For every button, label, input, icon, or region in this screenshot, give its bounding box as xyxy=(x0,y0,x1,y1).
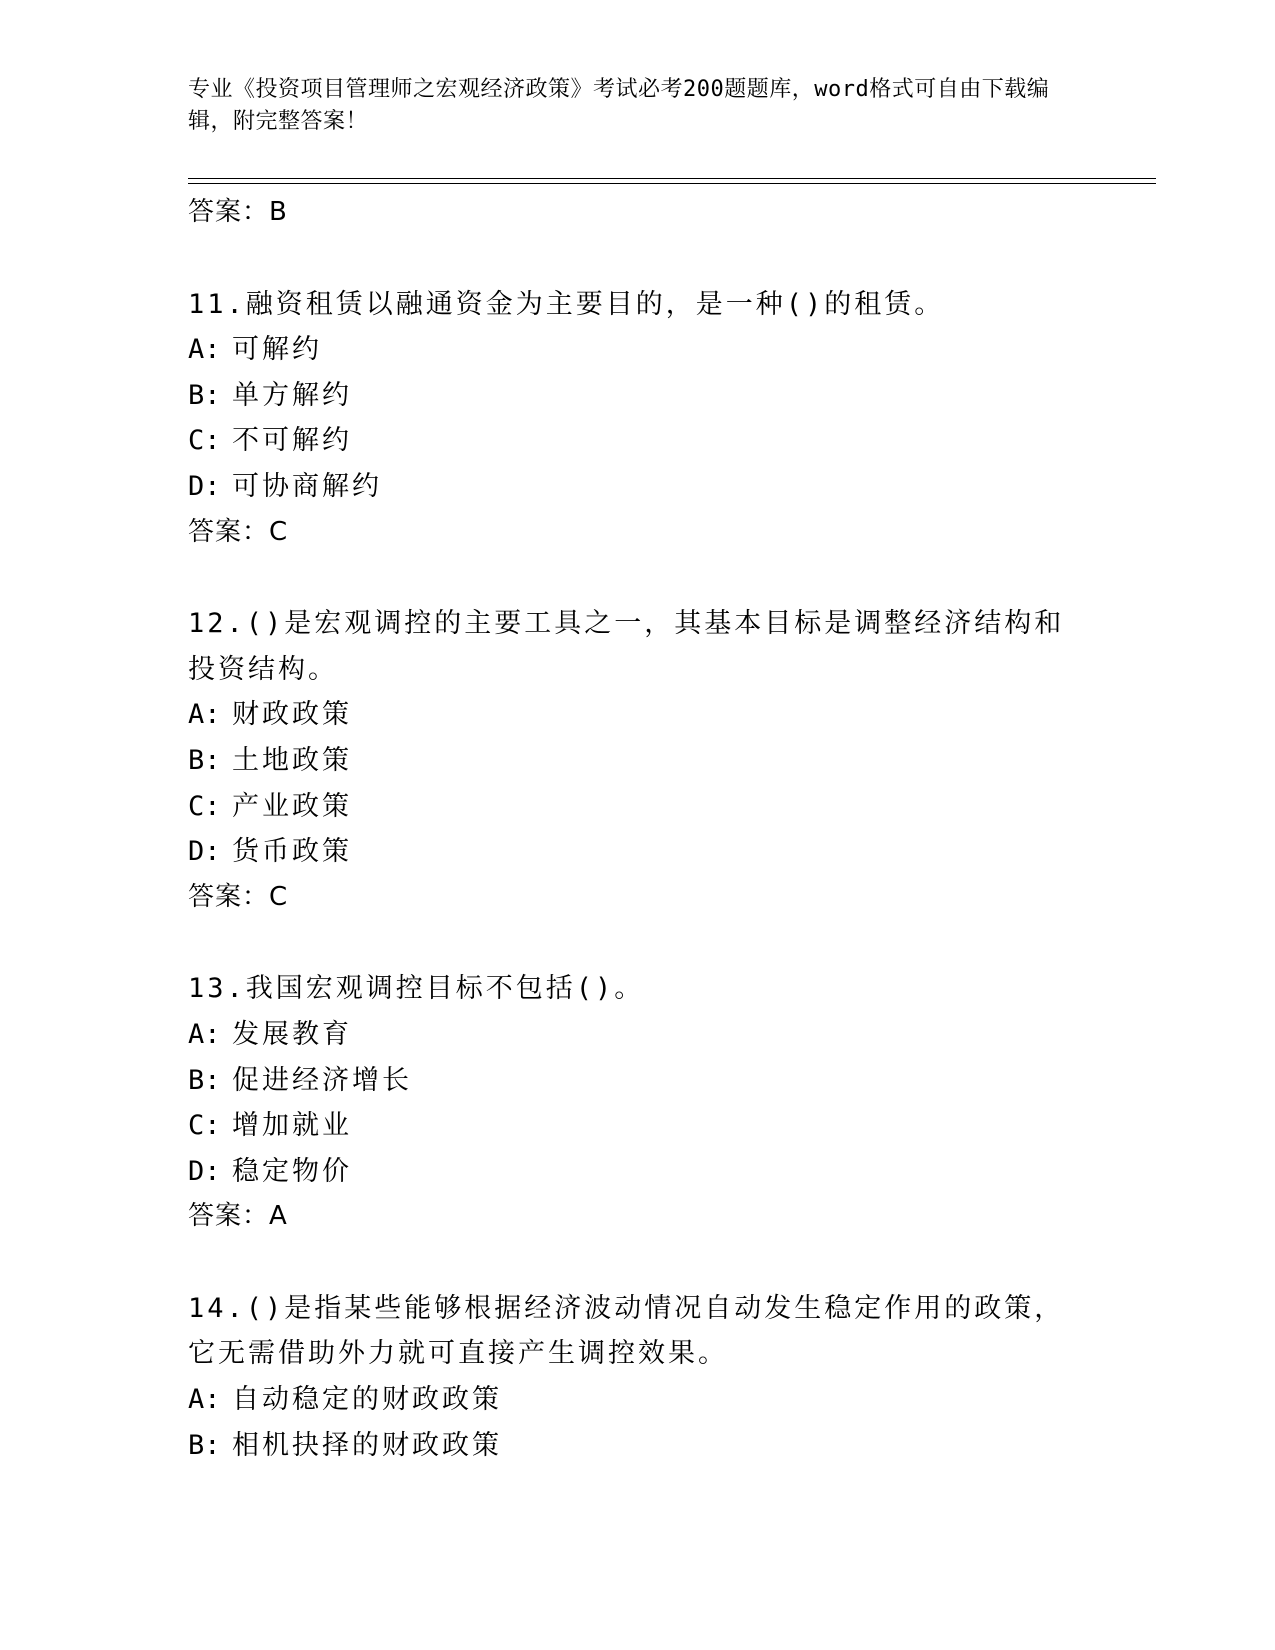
option-text: 稳定物价 xyxy=(232,1155,352,1187)
option-letter: A: xyxy=(188,1018,221,1050)
option-a xyxy=(188,692,1088,738)
question-stem: 14.()是指某些能够根据经济波动情况自动发生稳定作用的政策，它无需借助外力就可直接产生调控效果。 xyxy=(188,1292,1065,1370)
answer-line: 答案：C xyxy=(188,881,289,912)
header-rule-top xyxy=(188,178,1156,179)
option-c xyxy=(188,784,1088,830)
option-b xyxy=(188,1058,1088,1104)
option-letter: C: xyxy=(188,790,221,822)
option-text: 土地政策 xyxy=(232,744,352,776)
option-letter: C: xyxy=(188,425,221,457)
spacer xyxy=(188,1240,1088,1286)
option-b xyxy=(188,1423,1088,1469)
option-text: 财政政策 xyxy=(232,699,352,731)
answer-line: 答案：C xyxy=(188,516,289,547)
option-letter: A: xyxy=(188,334,221,366)
option-text: 货币政策 xyxy=(232,836,352,868)
answer-line: 答案：B xyxy=(188,197,288,227)
option-text: 自动稳定的财政政策 xyxy=(232,1384,502,1416)
option-text: 促进经济增长 xyxy=(232,1064,412,1096)
question-block xyxy=(188,1286,1088,1468)
question-stem: 12.()是宏观调控的主要工具之一，其基本目标是调整经济结构和投资结构。 xyxy=(188,608,1065,685)
header-rule-bottom xyxy=(188,183,1156,184)
option-letter: A: xyxy=(188,1384,221,1416)
spacer xyxy=(188,236,1088,282)
option-d xyxy=(188,829,1088,875)
document-body xyxy=(188,190,1088,1468)
option-letter: C: xyxy=(188,1110,221,1142)
spacer xyxy=(188,920,1088,966)
option-a xyxy=(188,1377,1088,1423)
option-text: 单方解约 xyxy=(232,379,352,411)
option-letter: B: xyxy=(188,379,221,411)
question-block xyxy=(188,282,1088,556)
option-c xyxy=(188,418,1088,464)
option-text: 相机抉择的财政政策 xyxy=(232,1429,502,1461)
option-letter: A: xyxy=(188,699,221,731)
option-letter: D: xyxy=(188,470,221,502)
question-stem: 11.融资租赁以融通资金为主要目的，是一种()的租赁。 xyxy=(188,288,945,320)
option-letter: B: xyxy=(188,1429,221,1461)
option-text: 可协商解约 xyxy=(232,470,382,502)
option-c xyxy=(188,1103,1088,1149)
answer-line: 答案：A xyxy=(188,1201,288,1232)
option-letter: B: xyxy=(188,744,221,776)
option-text: 产业政策 xyxy=(232,790,352,822)
option-letter: D: xyxy=(188,836,221,868)
spacer xyxy=(188,555,1088,601)
option-b xyxy=(188,373,1088,419)
option-d xyxy=(188,464,1088,510)
option-letter: D: xyxy=(188,1155,221,1187)
question-stem: 13.我国宏观调控目标不包括()。 xyxy=(188,973,645,1005)
document-header: 专业《投资项目管理师之宏观经济政策》考试必考200题题库，word格式可自由下载编辑，附完整答案！ xyxy=(188,77,1050,134)
question-block xyxy=(188,966,1088,1240)
option-d xyxy=(188,1149,1088,1195)
option-text: 不可解约 xyxy=(232,425,352,457)
option-a xyxy=(188,327,1088,373)
option-text: 增加就业 xyxy=(232,1110,352,1142)
option-text: 可解约 xyxy=(232,334,322,366)
option-text: 发展教育 xyxy=(232,1018,352,1050)
option-b xyxy=(188,738,1088,784)
option-letter: B: xyxy=(188,1064,221,1096)
option-a xyxy=(188,1012,1088,1058)
question-block xyxy=(188,601,1088,920)
